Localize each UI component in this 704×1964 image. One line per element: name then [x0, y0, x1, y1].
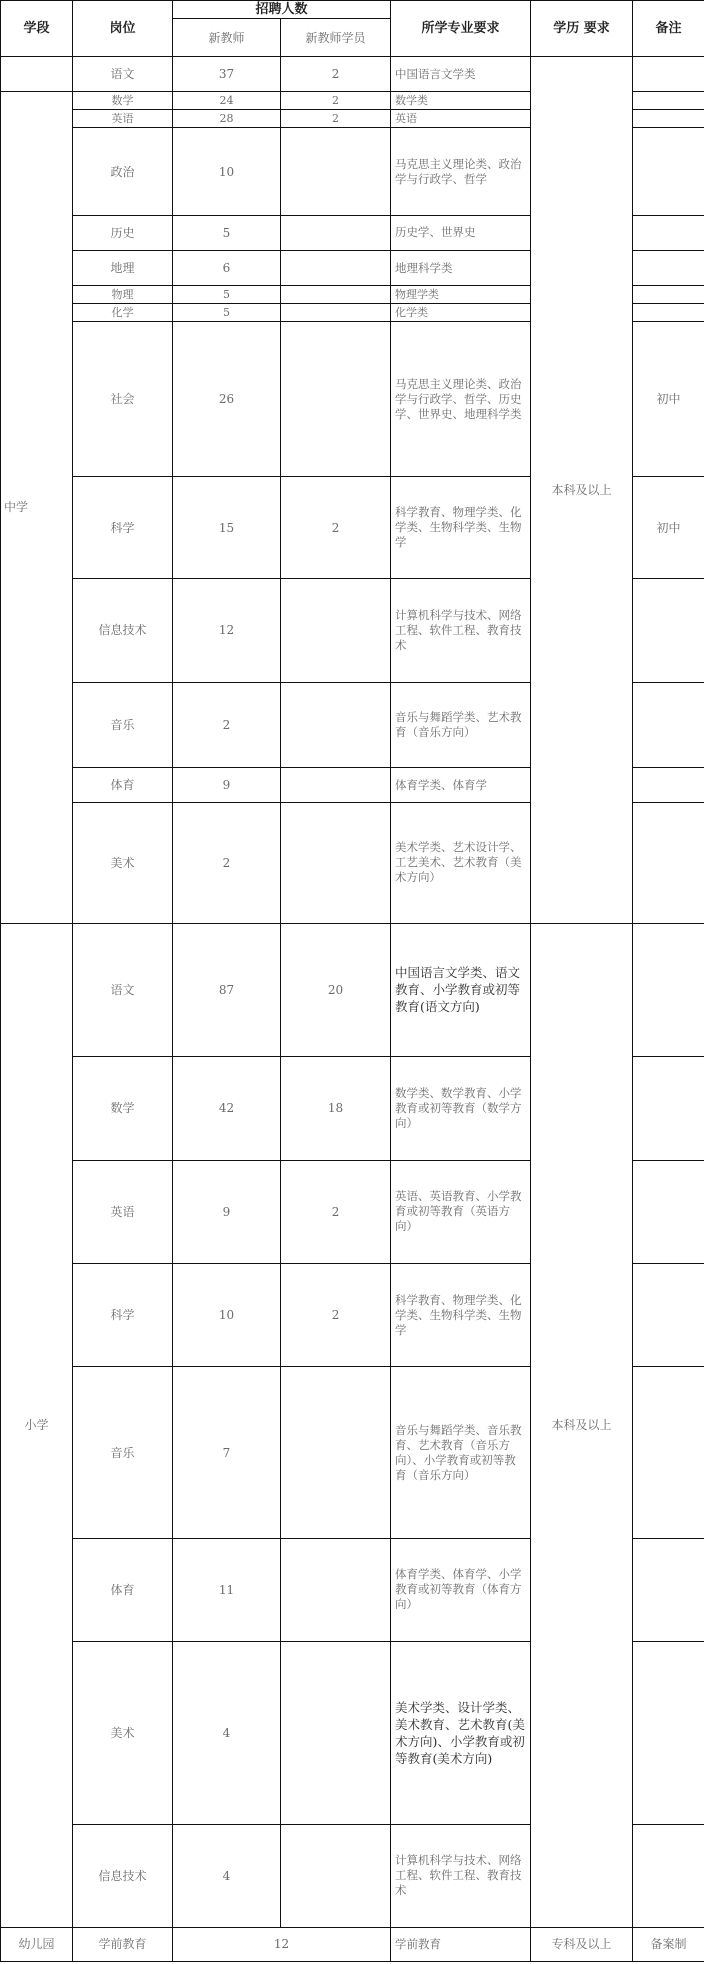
- major-requirement: 物理学类: [391, 286, 531, 304]
- major-requirement: 英语、英语教育、小学教育或初等教育（英语方向）: [391, 1160, 531, 1263]
- post-cell: 历史: [73, 215, 173, 250]
- trainee-count: [281, 579, 391, 682]
- remark-cell: [633, 250, 704, 285]
- trainee-count: [281, 250, 391, 285]
- stage-cell-primary: 小学: [1, 923, 73, 1927]
- new-teacher-count: 7: [173, 1367, 281, 1539]
- major-requirement: 音乐与舞蹈学类、音乐教育、艺术教育（音乐方向）、小学教育或初等教育（音乐方向）: [391, 1367, 531, 1539]
- major-requirement: 学前教育: [391, 1927, 531, 1961]
- trainee-count: 2: [281, 57, 391, 92]
- post-cell: 美术: [73, 803, 173, 923]
- trainee-count: [281, 1367, 391, 1539]
- new-teacher-count: 9: [173, 1160, 281, 1263]
- trainee-count: [281, 322, 391, 477]
- header-major: 所学专业要求: [391, 1, 531, 57]
- post-cell: 音乐: [73, 1367, 173, 1539]
- major-requirement: 历史学、世界史: [391, 215, 531, 250]
- stage-cell-kindergarten: 幼儿园: [1, 1927, 73, 1961]
- trainee-count: 2: [281, 110, 391, 128]
- post-cell: 学前教育: [73, 1927, 173, 1961]
- trainee-count: [281, 215, 391, 250]
- major-requirement: 化学类: [391, 304, 531, 322]
- major-requirement: 马克思主义理论类、政治学与行政学、哲学: [391, 128, 531, 215]
- trainee-count: 20: [281, 923, 391, 1057]
- post-cell: 英语: [73, 110, 173, 128]
- header-recruit: 招聘人数: [173, 1, 391, 19]
- trainee-count: [281, 304, 391, 322]
- trainee-count: [281, 128, 391, 215]
- header-edu: 学历 要求: [531, 1, 633, 57]
- remark-cell: [633, 92, 704, 110]
- new-teacher-count: 2: [173, 682, 281, 767]
- post-cell: 地理: [73, 250, 173, 285]
- post-cell: 美术: [73, 1641, 173, 1825]
- post-cell: 数学: [73, 92, 173, 110]
- post-cell: 语文: [73, 923, 173, 1057]
- post-cell: 信息技术: [73, 579, 173, 682]
- header-stage: 学段: [1, 1, 73, 57]
- major-requirement: 英语: [391, 110, 531, 128]
- post-cell: 物理: [73, 286, 173, 304]
- header-remark: 备注: [633, 1, 704, 57]
- major-requirement: 美术学类、设计学类、美术教育、艺术教育(美术方向)、小学教育或初等教育(美术方向): [391, 1641, 531, 1825]
- post-cell: 英语: [73, 1160, 173, 1263]
- new-teacher-count: 5: [173, 215, 281, 250]
- major-requirement: 地理科学类: [391, 250, 531, 285]
- header-new-teacher-trainee: 新教师学员: [281, 19, 391, 57]
- major-requirement: 体育学类、体育学、小学教育或初等教育（体育方向）: [391, 1539, 531, 1641]
- edu-requirement-primary: 本科及以上: [531, 923, 633, 1927]
- major-requirement: 马克思主义理论类、政治学与行政学、哲学、历史学、世界史、地理科学类: [391, 322, 531, 477]
- new-teacher-count: 28: [173, 110, 281, 128]
- new-teacher-count: 10: [173, 128, 281, 215]
- new-teacher-count: 6: [173, 250, 281, 285]
- edu-requirement-kindergarten: 专科及以上: [531, 1927, 633, 1961]
- trainee-count: 2: [281, 92, 391, 110]
- remark-cell: [633, 579, 704, 682]
- post-cell: 体育: [73, 1539, 173, 1641]
- table-row: [1, 1927, 704, 1961]
- major-requirement: 科学教育、物理学类、化学类、生物科学类、生物学: [391, 1264, 531, 1367]
- new-teacher-count: 4: [173, 1641, 281, 1825]
- major-requirement: 科学教育、物理学类、化学类、生物科学类、生物学: [391, 476, 531, 578]
- new-teacher-count: 9: [173, 768, 281, 803]
- new-teacher-count: 87: [173, 923, 281, 1057]
- remark-cell: [633, 682, 704, 767]
- table-row: [1, 923, 704, 1057]
- remark-cell: [633, 1825, 704, 1927]
- header-new-teacher: 新教师: [173, 19, 281, 57]
- new-teacher-count: 2: [173, 803, 281, 923]
- stage-cell-blank: [1, 57, 73, 92]
- new-teacher-count: 5: [173, 286, 281, 304]
- remark-cell: [633, 304, 704, 322]
- post-cell: 音乐: [73, 682, 173, 767]
- trainee-count: [281, 803, 391, 923]
- trainee-count: [281, 1641, 391, 1825]
- trainee-count: [281, 1539, 391, 1641]
- post-cell: 信息技术: [73, 1825, 173, 1927]
- major-requirement: 计算机科学与技术、网络工程、软件工程、教育技术: [391, 579, 531, 682]
- post-cell: 政治: [73, 128, 173, 215]
- trainee-count: 18: [281, 1057, 391, 1160]
- header-post: 岗位: [73, 1, 173, 57]
- remark-cell: [633, 923, 704, 1057]
- major-requirement: 音乐与舞蹈学类、艺术教育（音乐方向）: [391, 682, 531, 767]
- trainee-count: 2: [281, 476, 391, 578]
- trainee-count: [281, 1825, 391, 1927]
- remark-cell: [633, 768, 704, 803]
- new-teacher-count: 26: [173, 322, 281, 477]
- new-teacher-count: 4: [173, 1825, 281, 1927]
- post-cell: 社会: [73, 322, 173, 477]
- post-cell: 体育: [73, 768, 173, 803]
- remark-cell: [633, 1057, 704, 1160]
- post-cell: 化学: [73, 304, 173, 322]
- new-teacher-count: 11: [173, 1539, 281, 1641]
- trainee-count: 2: [281, 1160, 391, 1263]
- remark-cell: [633, 286, 704, 304]
- remark-cell: [633, 110, 704, 128]
- stage-cell-middle: 中学: [1, 92, 73, 923]
- remark-cell: [633, 1264, 704, 1367]
- new-teacher-count: 12: [173, 579, 281, 682]
- post-cell: 语文: [73, 57, 173, 92]
- major-requirement: 中国语言文学类: [391, 57, 531, 92]
- new-teacher-count: 37: [173, 57, 281, 92]
- table-row: [1, 57, 704, 92]
- new-teacher-count: 24: [173, 92, 281, 110]
- major-requirement: 数学类: [391, 92, 531, 110]
- post-cell: 科学: [73, 1264, 173, 1367]
- trainee-count: 2: [281, 1264, 391, 1367]
- major-requirement: 计算机科学与技术、网络工程、软件工程、教育技术: [391, 1825, 531, 1927]
- remark-cell: [633, 57, 704, 92]
- trainee-count: [281, 682, 391, 767]
- remark-cell: [633, 128, 704, 215]
- remark-cell: [633, 215, 704, 250]
- post-cell: 数学: [73, 1057, 173, 1160]
- major-requirement: 中国语言文学类、语文教育、小学教育或初等教育(语文方向): [391, 923, 531, 1057]
- recruit-count: 12: [173, 1927, 391, 1961]
- new-teacher-count: 5: [173, 304, 281, 322]
- trainee-count: [281, 768, 391, 803]
- edu-requirement-middle: 本科及以上: [531, 57, 633, 923]
- remark-cell: [633, 803, 704, 923]
- remark-cell: 初中: [633, 476, 704, 578]
- remark-cell: [633, 1367, 704, 1539]
- trainee-count: [281, 286, 391, 304]
- major-requirement: 体育学类、体育学: [391, 768, 531, 803]
- new-teacher-count: 10: [173, 1264, 281, 1367]
- remark-cell: 初中: [633, 322, 704, 477]
- remark-cell: [633, 1641, 704, 1825]
- major-requirement: 数学类、数学教育、小学教育或初等教育（数学方向）: [391, 1057, 531, 1160]
- major-requirement: 美术学类、艺术设计学、工艺美术、艺术教育（美术方向）: [391, 803, 531, 923]
- remark-cell: [633, 1539, 704, 1641]
- new-teacher-count: 15: [173, 476, 281, 578]
- post-cell: 科学: [73, 476, 173, 578]
- remark-cell: 备案制: [633, 1927, 704, 1961]
- new-teacher-count: 42: [173, 1057, 281, 1160]
- remark-cell: [633, 1160, 704, 1263]
